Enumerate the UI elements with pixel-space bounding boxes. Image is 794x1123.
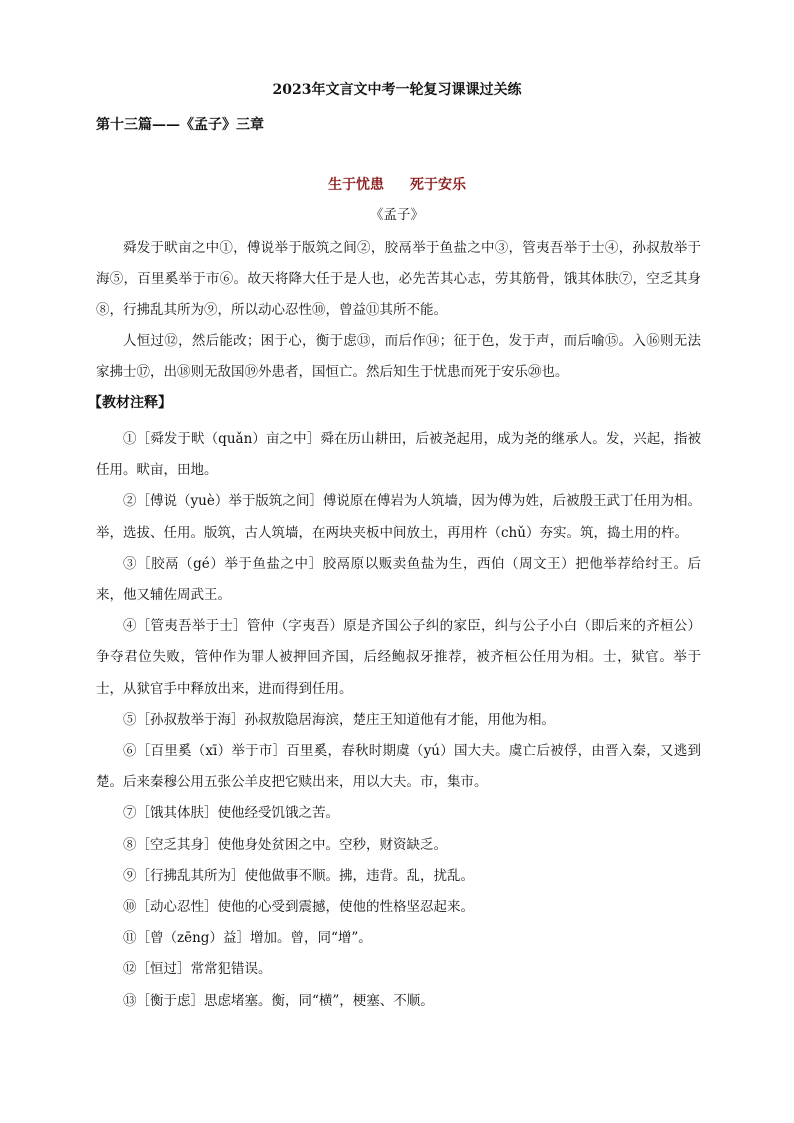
note-item: ②［傅说（yuè）举于版筑之间］傅说原在傅岩为人筑墙，因为傅为姓，后被殷王武丁任用为相。举，选拔、任用。版筑，古人筑墙，在两块夹板中间放土，再用杵（chǔ）夯实。筑，捣土用的杵。 — [96, 493, 701, 541]
article-paragraph: 人恒过⑫，然后能改；困于心，衡于虑⑬，而后作⑭；征于色，发于声，而后喻⑮。入⑯则无法家拂士⑰，出⑱则无敌国⑲外患者，国恒亡。然后知生于忧患而死于安乐⑳也。 — [96, 333, 701, 380]
note-item: ④［管夷吾举于士］管仲（字夷吾）原是齐国公子纠的家臣，纠与公子小白（即后来的齐桓公）争夺君位失败，管仲作为罪人被押回齐国，后经鲍叔牙推荐，被齐桓公任用为相。士，狱官。举于士，从狱官手中释放出来，进而得到任用。 — [96, 618, 701, 697]
note-item: ⑤［孙叔敖举于海］孙叔敖隐居海滨，楚庄王知道他有才能，用他为相。 — [123, 711, 555, 728]
note-item: ⑩［动心忍性］使他的心受到震撼，使他的性格坚忍起来。 — [123, 899, 474, 916]
article-body — [96, 233, 701, 388]
note-item: ③［胶鬲（gé）举于鱼盐之中］胶鬲原以贩卖鱼盐为生，西伯（周文王）把他举荐给纣王。后来，他又辅佐周武王。 — [96, 555, 701, 604]
note-item: ⑪［曾（zēng）益］增加。曾，同“增”。 — [123, 930, 372, 947]
notes-list — [96, 424, 701, 1017]
note-item: ⑧［空乏其身］使他身处贫困之中。空秒，财资缺乏。 — [123, 836, 447, 853]
note-item: ①［舜发于畎（quǎn）亩之中］舜在历山耕田，后被尧起用，成为尧的继承人。发，兴起，指被任用。畎亩，田地。 — [96, 431, 701, 479]
note-item: ⑨［行拂乱其所为］使他做事不顺。拂，违背。乱，扰乱。 — [123, 867, 474, 884]
article-title-part1: 生于忧患 — [328, 177, 384, 193]
note-item: ⑫［恒过］常常犯错误。 — [123, 961, 272, 978]
article-title-part2: 死于安乐 — [410, 177, 466, 193]
note-item: ⑬［衡于虑］思虑堵塞。衡，同“横”，梗塞、不顺。 — [123, 992, 434, 1009]
article-author: 《孟子》 — [370, 207, 424, 223]
notes-heading: 【教材注释】 — [88, 395, 172, 411]
note-item: ⑦［饿其体肤］使他经受饥饿之苦。 — [123, 805, 339, 822]
article-paragraph: 舜发于畎亩之中①，傅说举于版筑之间②，胶鬲举于鱼盐之中③，管夷吾举于士④，孙叔敖举于海⑤，百里奚举于市⑥。故天将降大任于是人也，必先苦其心志，劳其筋骨，饿其体肤⑦，空乏其身⑧，行拂乱其所为⑨，所以动心忍性⑩，曾益⑪其所不能。 — [96, 240, 701, 318]
note-item: ⑥［百里奚（xī）举于市］百里奚，春秋时期虞（yú）国大夫。虞亡后被俘，由晋入秦，又逃到楚。后来秦穆公用五张公羊皮把它赎出来，用以大夫。市，集市。 — [96, 743, 701, 791]
article-title — [0, 175, 794, 195]
document-subtitle: 第十三篇——《孟子》三章 — [96, 117, 264, 133]
document-title: 2023年文言文中考一轮复习课课过关练 — [272, 82, 522, 98]
